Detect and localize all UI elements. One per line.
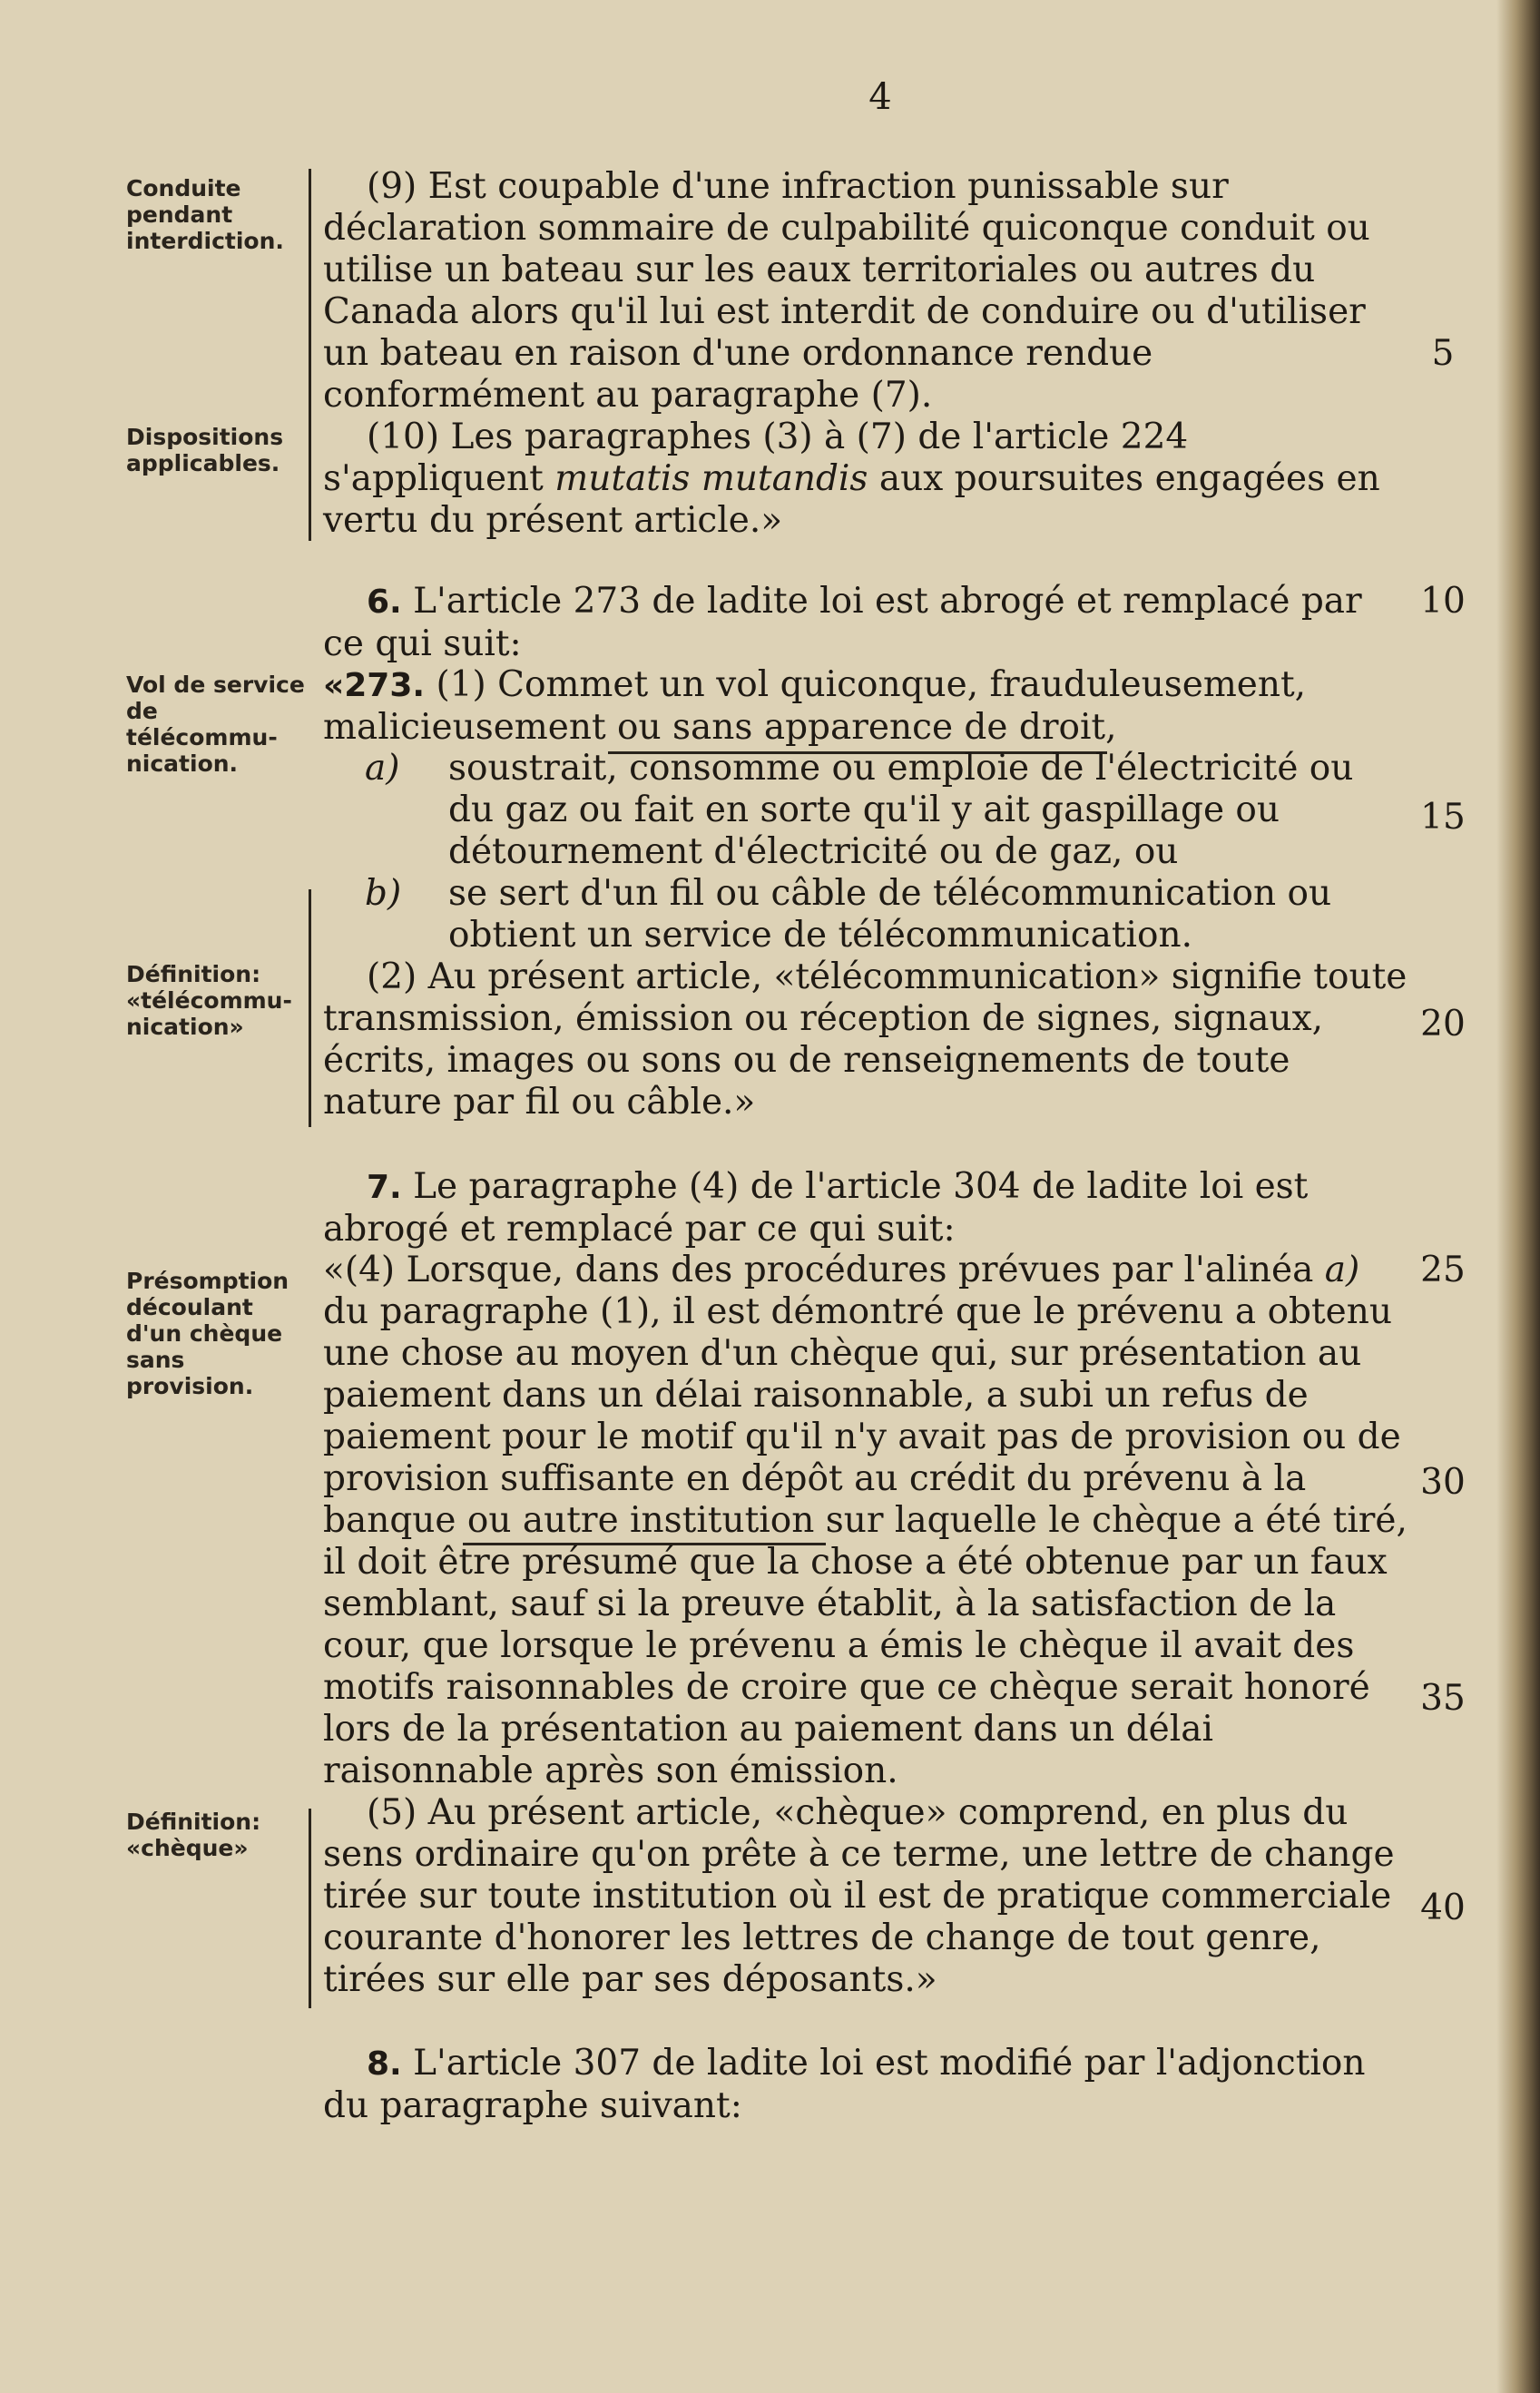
revision-bar — [309, 889, 311, 1127]
section-8-intro — [323, 2043, 1408, 2127]
subsection-10 — [323, 417, 1408, 542]
section-273-number: «273. — [323, 667, 426, 704]
paragraph-a-letter: a) — [365, 748, 400, 789]
paragraph-b-letter: b) — [365, 873, 402, 914]
subsection-4-italic: a) — [1324, 1250, 1360, 1290]
paragraph-a-text: soustrait, consomme ou emploie de l'électricité ou du gaz ou fait en sorte qu'il y ait gaspillage ou détournement d'électricité ou de gaz, ou — [448, 748, 1354, 872]
margin-note-definition-cheque: Définition: «chèque» — [126, 1809, 261, 1861]
section-273-text — [323, 664, 1408, 749]
subsection-5-text: (5) Au présent article, «chèque» comprend, en plus du sens ordinaire qu'on prête à ce terme, une lettre de change tirée sur toute institution où il est de pratique commerciale courante d'honorer les lettres de change de tout genre, tirées sur elle par ses déposants.» — [323, 1792, 1395, 2000]
paragraph-a — [365, 748, 1408, 873]
page-binding-edge — [1496, 0, 1540, 2393]
subsection-10-italic: mutatis mutandis — [554, 458, 868, 499]
section-273-intro: (1) Commet un vol quiconque, frauduleusement, malicieusement ou sans apparence de droit, — [323, 664, 1307, 748]
margin-note-definition-telecom: Définition: «télécommu- nication» — [126, 961, 292, 1040]
section-6-number: 6. — [367, 584, 402, 621]
margin-note-dispositions: Dispositions applicables. — [126, 424, 284, 476]
section-7-intro-text: Le paragraphe (4) de l'article 304 de ladite loi est abrogé et remplacé par ce qui suit: — [323, 1166, 1309, 1250]
line-number: 10 — [1420, 581, 1466, 622]
margin-note-vol-telecom: Vol de service de télécommu- nication. — [126, 672, 305, 777]
subsection-4-cheque — [323, 1250, 1408, 1792]
line-number: 40 — [1420, 1888, 1466, 1928]
margin-note-conduite: Conduite pendant interdiction. — [126, 175, 284, 254]
subsection-9 — [323, 166, 1408, 417]
subsection-5-cheque — [323, 1792, 1408, 2001]
line-number: 35 — [1420, 1678, 1466, 1719]
subsection-10-start: (10) Les paragraphes (3) à (7) de l'article 224 s'appliquent — [323, 417, 1189, 499]
subsection-2-telecom — [323, 956, 1408, 1123]
subsection-4-end: du paragraphe (1), il est démontré que le prévenu a obtenu une chose au moyen d'un chèque qui, sur présentation au paiement dans un délai raisonnable, a subi un refus de paiement pour le motif qu'il n'y avait pas de provision ou de provision suffisante en dépôt au crédit du prévenu à la banque ou autre institution sur laquelle le chèque a été tiré, il doit être présumé que la chose a été obtenue par un faux semblant, sauf si la preuve établit, à la satisfaction de la cour, que lorsque le prévenu a émis le chèque il avait des motifs raisonnables de croire que ce chèque serait honoré lors de la présentation au paiement dans un délai raisonnable après son émission. — [323, 1291, 1408, 1791]
line-number: 20 — [1420, 1004, 1466, 1044]
line-number: 5 — [1431, 333, 1455, 374]
margin-note-presomption: Présomption découlant d'un chèque sans provision. — [126, 1268, 289, 1399]
section-8-intro-text: L'article 307 de ladite loi est modifié par l'adjonction du paragraphe suivant: — [323, 2043, 1366, 2126]
section-8-number: 8. — [367, 2045, 402, 2083]
line-number: 30 — [1420, 1462, 1466, 1503]
section-7-intro — [323, 1166, 1408, 1250]
section-6-intro — [323, 581, 1408, 665]
subsection-10-end: aux poursuites engagées en vertu du présent article.» — [323, 458, 1380, 541]
revision-bar — [309, 169, 311, 541]
paragraph-b — [365, 873, 1408, 956]
line-number: 25 — [1420, 1250, 1466, 1290]
line-number: 15 — [1420, 797, 1466, 838]
paragraph-b-text: se sert d'un fil ou câble de télécommunication ou obtient un service de télécommunication. — [448, 873, 1332, 956]
revision-bar — [309, 1809, 311, 2008]
section-7-number: 7. — [367, 1169, 402, 1206]
section-6-intro-text: L'article 273 de ladite loi est abrogé et remplacé par ce qui suit: — [323, 581, 1362, 664]
subsection-2-text: (2) Au présent article, «télécommunication» signifie toute transmission, émission ou réception de signes, signaux, écrits, images ou sons ou de renseignements de toute nature par fil ou câble.» — [323, 956, 1408, 1123]
page-number: 4 — [868, 76, 892, 118]
subsection-4-start: «(4) Lorsque, dans des procédures prévues par l'alinéa — [323, 1250, 1314, 1290]
subsection-9-text: (9) Est coupable d'une infraction punissable sur déclaration sommaire de culpabilité quiconque conduit ou utilise un bateau sur les eaux territoriales ou autres du Canada alors qu'il lui est interdit de conduire ou d'utiliser un bateau en raison d'une ordonnance rendue conformément au paragraphe (7). — [323, 166, 1370, 416]
